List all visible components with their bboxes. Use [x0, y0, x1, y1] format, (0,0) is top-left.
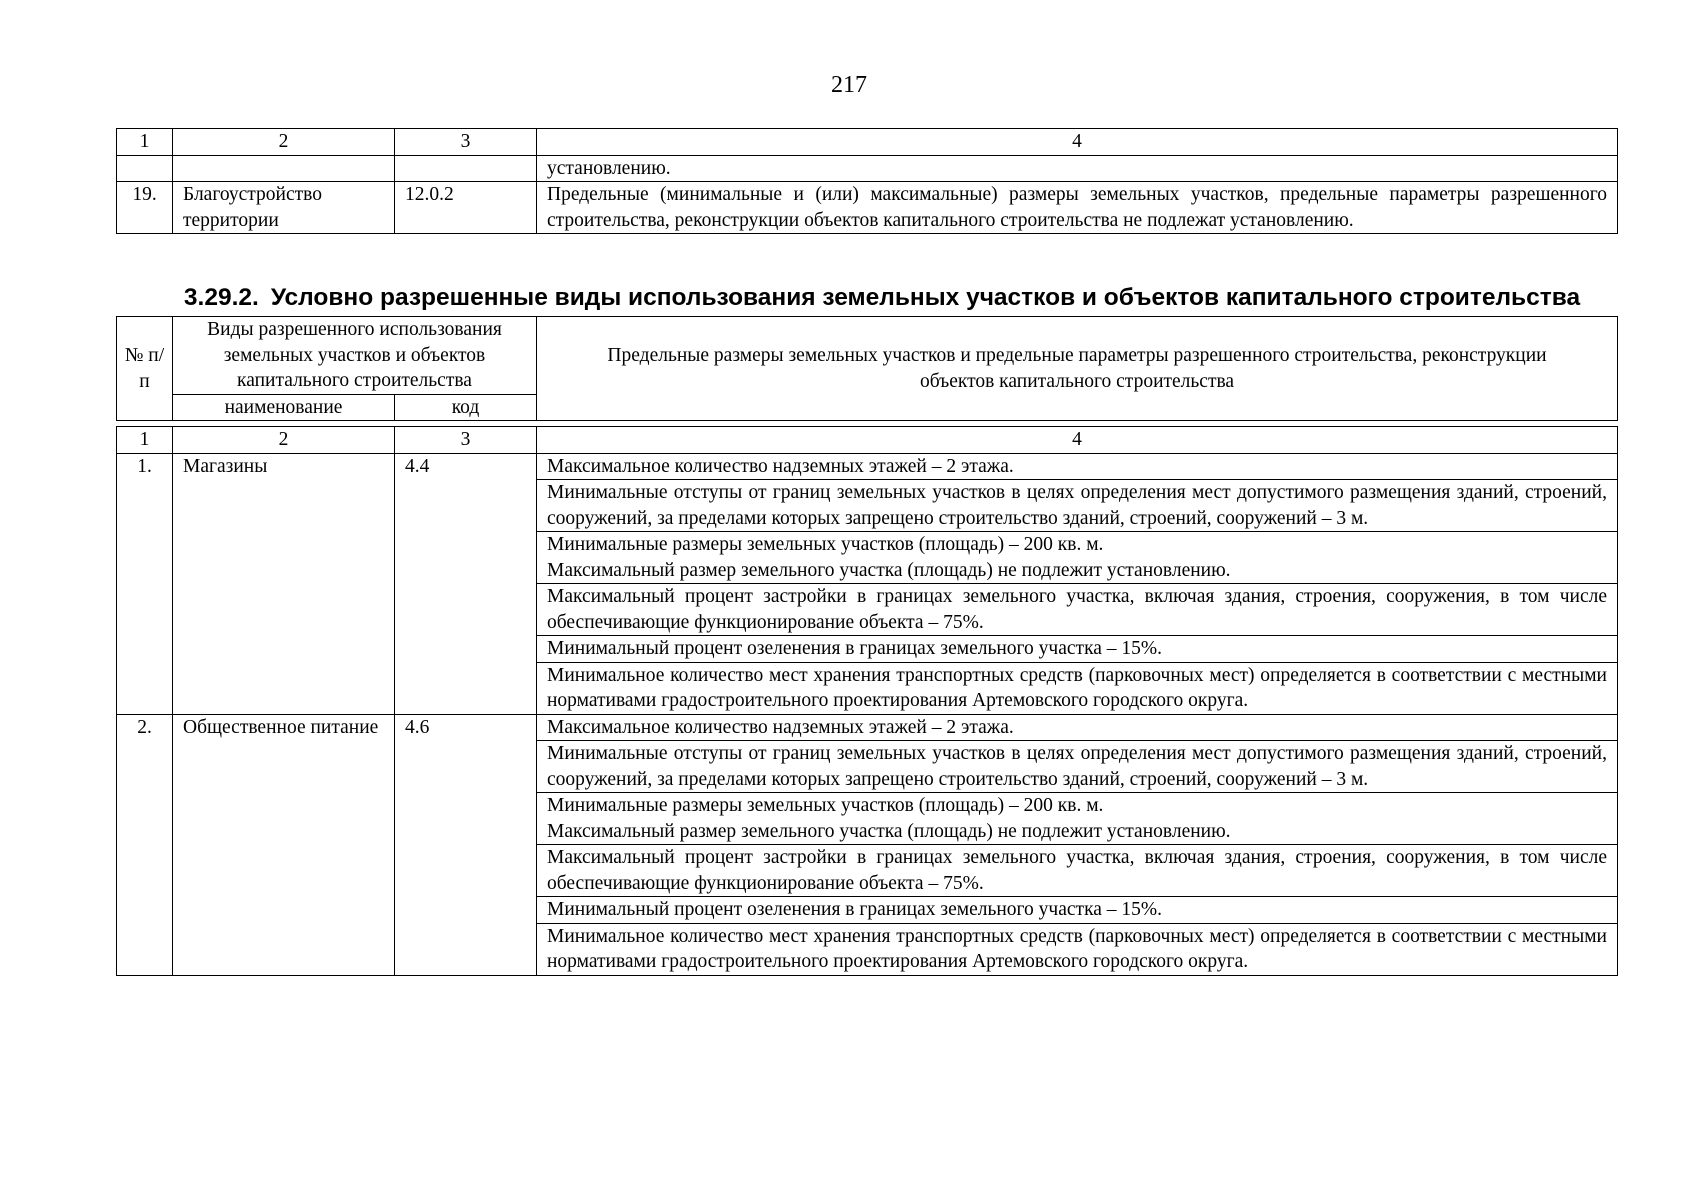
continuation-table [116, 128, 1618, 234]
main-table [116, 426, 1618, 976]
header-name: наименование [173, 394, 395, 421]
param-area [537, 532, 1618, 584]
param-min-area: Минимальные размеры земельных участков (площадь) – 200 кв. м. [547, 534, 1104, 555]
use-name: Магазины [173, 453, 395, 714]
header-number: № п/п [117, 317, 173, 421]
param-floors: Максимальное количество надземных этажей – 2 этажа. [537, 714, 1618, 741]
col-number-1: 1 [117, 427, 173, 454]
table-row [117, 714, 1618, 741]
param-setbacks: Минимальные отступы от границ земельных участков в целях определения мест допустимого размещения зданий, строений, сооружений, за пределами которых запрещено строительство зданий, строений, сооружений – 3 м. [537, 741, 1618, 793]
param-parking: Минимальное количество мест хранения транспортных средств (парковочных мест) определяется в соответствии с местными нормативами градостроительного проектирования Артемовского городского округа. [537, 923, 1618, 975]
use-name: Благоустройство территории [173, 182, 395, 234]
param-max-area: Максимальный размер земельного участка (площадь) не подлежит установлению. [547, 559, 1231, 581]
param-coverage: Максимальный процент застройки в границах земельного участка, включая здания, строения, сооружения, в том числе обеспечивающие функционирование объекта – 75%. [537, 845, 1618, 897]
param-coverage: Максимальный процент застройки в границах земельного участка, включая здания, строения, сооружения, в том числе обеспечивающие функционирование объекта – 75%. [537, 584, 1618, 636]
use-name: Общественное питание [173, 714, 395, 975]
param-greenery: Минимальный процент озеленения в границах земельного участка – 15%. [537, 897, 1618, 924]
param-setbacks: Минимальные отступы от границ земельных участков в целях определения мест допустимого размещения зданий, строений, сооружений, за пределами которых запрещено строительство зданий, строений, сооружений – 3 м. [537, 480, 1618, 532]
params-text: Предельные (минимальные и (или) максимальные) размеры земельных участков, предельные параметры разрешенного строительства, реконструкции объектов капитального строительства не подлежат установлению. [537, 182, 1618, 234]
section-number: 3.29.2. [183, 284, 259, 311]
param-floors: Максимальное количество надземных этажей – 2 этажа. [537, 453, 1618, 480]
col-number-1: 1 [117, 129, 173, 156]
column-number-row [117, 129, 1618, 156]
col-number-3: 3 [395, 129, 537, 156]
empty-cell [173, 155, 395, 182]
section-title: Условно разрешенные виды использования земельных участков и объектов капитального строительства [270, 284, 1581, 311]
table-row [117, 453, 1618, 480]
col-number-4: 4 [537, 129, 1618, 156]
page-number: 217 [831, 72, 867, 98]
table-row [117, 182, 1618, 234]
empty-cell [395, 155, 537, 182]
param-min-area: Минимальные размеры земельных участков (площадь) – 200 кв. м. [547, 795, 1104, 816]
row-number: 1. [117, 453, 173, 714]
row-number: 2. [117, 714, 173, 975]
column-number-row [117, 427, 1618, 454]
row-number: 19. [117, 182, 173, 234]
col-number-4: 4 [537, 427, 1618, 454]
use-code: 12.0.2 [395, 182, 537, 234]
col-number-3: 3 [395, 427, 537, 454]
section-heading [146, 284, 1618, 312]
header-types: Виды разрешенного использования земельных участков и объектов капитального строительства [173, 317, 537, 395]
param-parking: Минимальное количество мест хранения транспортных средств (парковочных мест) определяется в соответствии с местными нормативами градостроительного проектирования Артемовского городского округа. [537, 662, 1618, 714]
param-greenery: Минимальный процент озеленения в границах земельного участка – 15%. [537, 636, 1618, 663]
use-code: 4.6 [395, 714, 537, 975]
continuation-text: установлению. [537, 155, 1618, 182]
empty-cell [117, 155, 173, 182]
header-table [116, 316, 1618, 421]
col-number-2: 2 [173, 427, 395, 454]
use-code: 4.4 [395, 453, 537, 714]
param-area [537, 793, 1618, 845]
continuation-row [117, 155, 1618, 182]
col-number-2: 2 [173, 129, 395, 156]
header-code: код [395, 394, 537, 421]
header-params: Предельные размеры земельных участков и предельные параметры разрешенного строительства, реконструкции объектов капитального строительства [537, 317, 1618, 421]
param-max-area: Максимальный размер земельного участка (площадь) не подлежит установлению. [547, 820, 1231, 842]
